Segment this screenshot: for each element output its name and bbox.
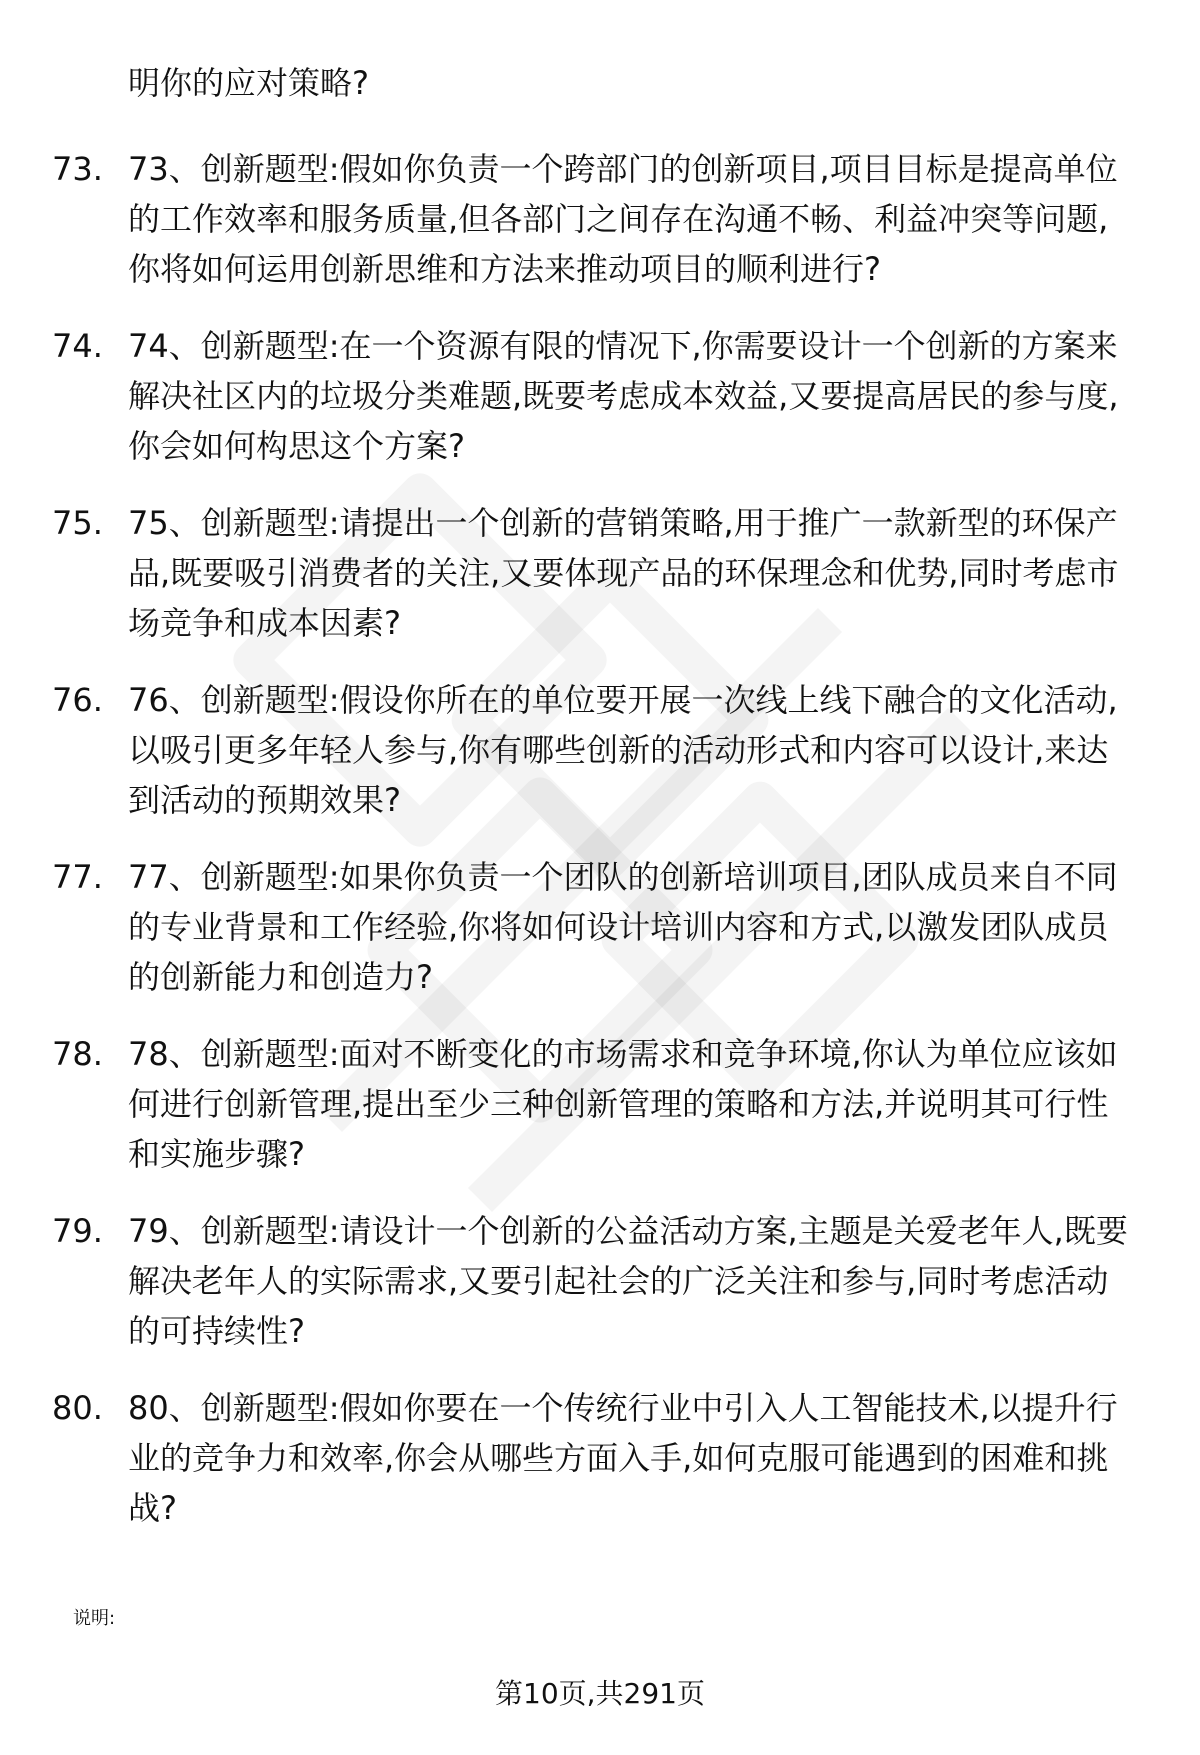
question-item — [0, 144, 1138, 294]
continuation-text: 明你的应对策略? — [128, 64, 369, 102]
question-number: 75. — [52, 504, 103, 542]
question-text: 74、创新题型:在一个资源有限的情况下,你需要设计一个创新的方案来解决社区内的垃圾分类难题,既要考虑成本效益,又要提高居民的参与度,你会如何构思这个方案? — [128, 327, 1119, 465]
question-number: 80. — [52, 1389, 103, 1427]
note-label: 说明: — [73, 1608, 116, 1629]
question-item — [0, 498, 1138, 648]
question-text: 80、创新题型:假如你要在一个传统行业中引入人工智能技术,以提升行业的竞争力和效率,你会从哪些方面入手,如何克服可能遇到的困难和挑战? — [128, 1389, 1118, 1527]
question-item — [0, 852, 1138, 1002]
question-text: 76、创新题型:假设你所在的单位要开展一次线上线下融合的文化活动,以吸引更多年轻人参与,你有哪些创新的活动形式和内容可以设计,来达到活动的预期效果? — [128, 681, 1118, 819]
question-number: 76. — [52, 681, 103, 719]
question-number: 78. — [52, 1035, 103, 1073]
question-item — [0, 1383, 1138, 1533]
question-text: 73、创新题型:假如你负责一个跨部门的创新项目,项目目标是提高单位的工作效率和服务质量,但各部门之间存在沟通不畅、利益冲突等问题,你将如何运用创新思维和方法来推动项目的顺利进行? — [128, 150, 1118, 288]
question-number: 77. — [52, 858, 103, 896]
question-text: 77、创新题型:如果你负责一个团队的创新培训项目,团队成员来自不同的专业背景和工作经验,你将如何设计培训内容和方式,以激发团队成员的创新能力和创造力? — [128, 858, 1118, 996]
question-number: 73. — [52, 150, 103, 188]
page-footer: 第10页,共291页 — [495, 1677, 705, 1710]
question-text: 78、创新题型:面对不断变化的市场需求和竞争环境,你认为单位应该如何进行创新管理,提出至少三种创新管理的策略和方法,并说明其可行性和实施步骤? — [128, 1035, 1118, 1173]
question-text: 79、创新题型:请设计一个创新的公益活动方案,主题是关爱老年人,既要解决老年人的实际需求,又要引起社会的广泛关注和参与,同时考虑活动的可持续性? — [128, 1212, 1128, 1350]
question-item — [0, 321, 1138, 471]
question-item — [0, 675, 1138, 825]
question-item — [0, 1206, 1138, 1356]
question-item — [0, 1029, 1138, 1179]
question-number: 74. — [52, 327, 103, 365]
question-list — [0, 144, 1200, 1560]
question-number: 79. — [52, 1212, 103, 1250]
question-text: 75、创新题型:请提出一个创新的营销策略,用于推广一款新型的环保产品,既要吸引消费者的关注,又要体现产品的环保理念和优势,同时考虑市场竞争和成本因素? — [128, 504, 1119, 642]
